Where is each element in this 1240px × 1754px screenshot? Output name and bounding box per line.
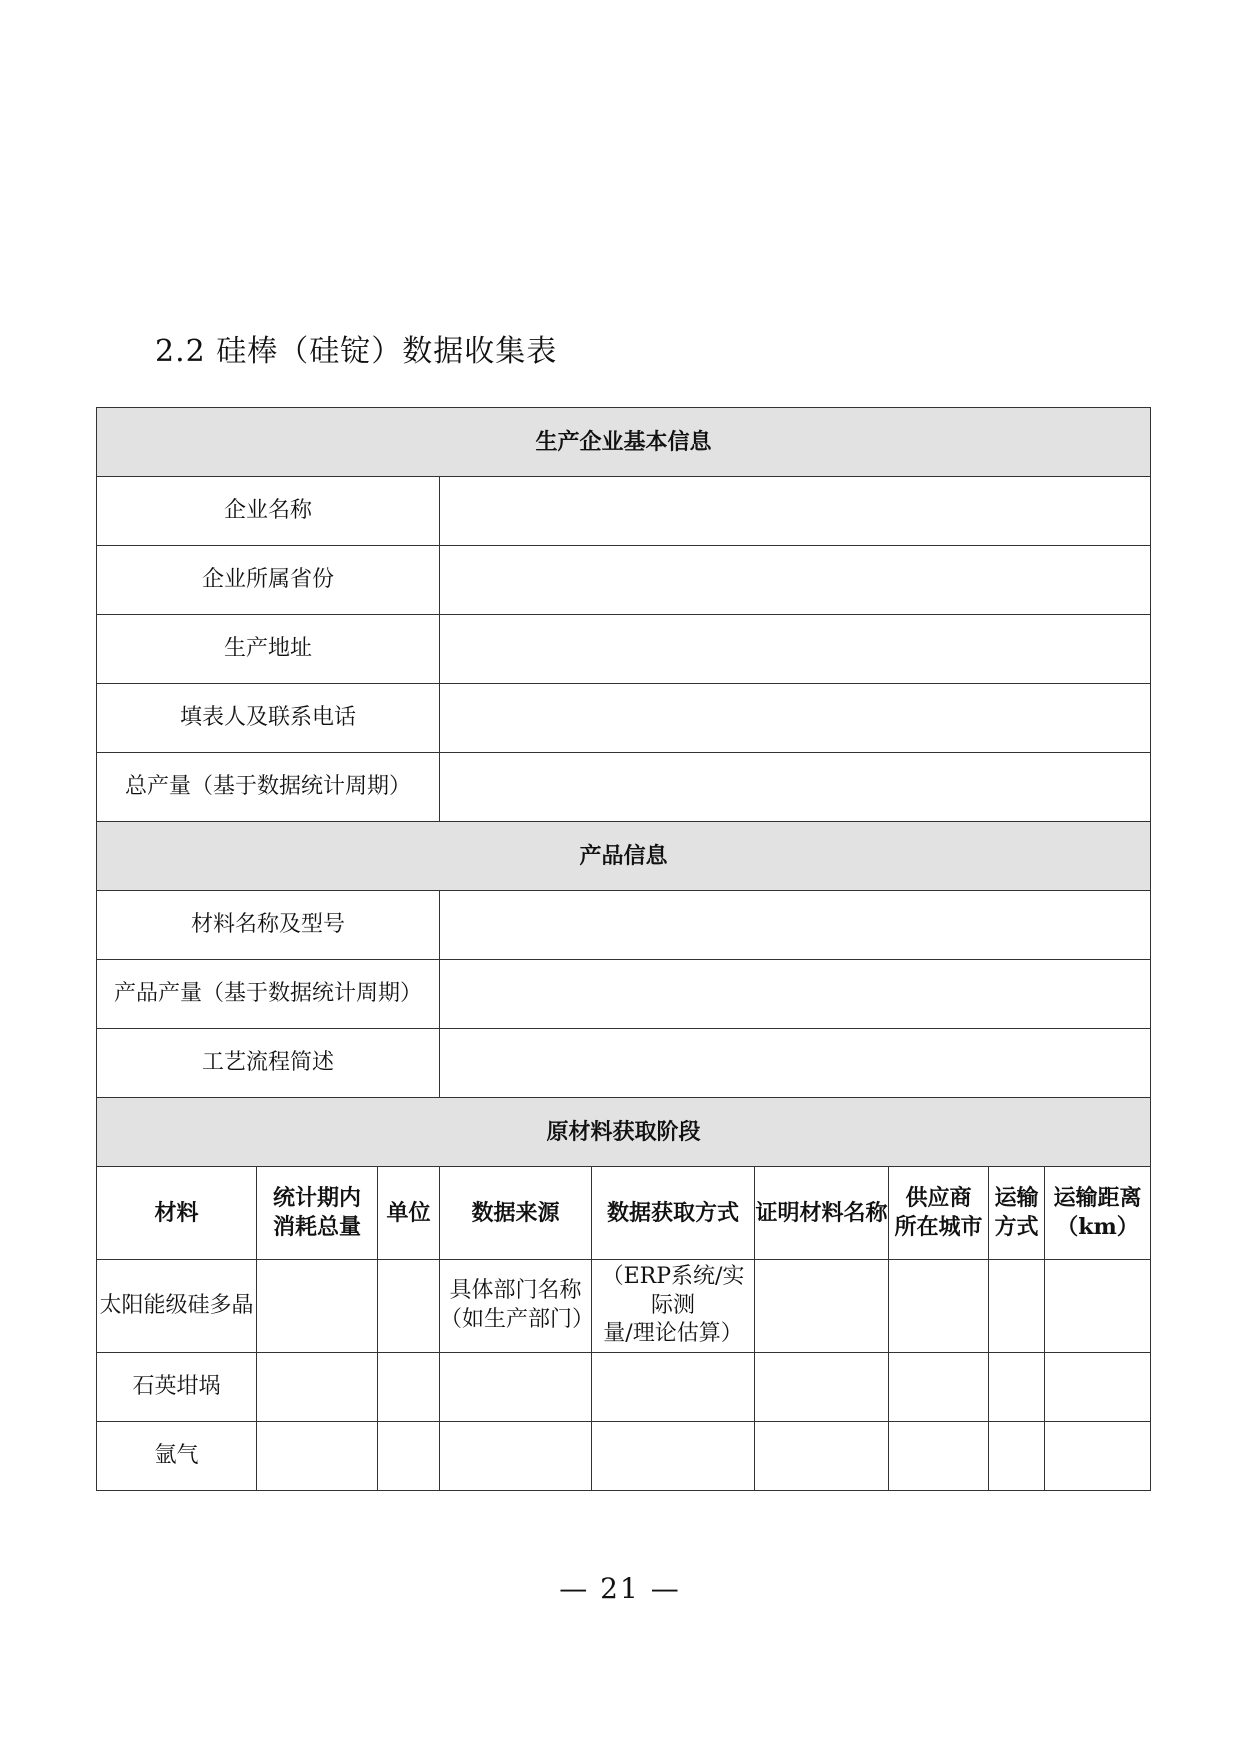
column-header-material: 材料 [97, 1167, 257, 1260]
column-header-proof-document: 证明材料名称 [755, 1167, 889, 1260]
material-name: 氩气 [97, 1422, 257, 1491]
table-cell[interactable] [889, 1353, 989, 1422]
table-cell[interactable] [889, 1422, 989, 1491]
document-title: 2.2 硅棒（硅锭）数据收集表 [155, 334, 558, 369]
section-heading-raw-materials: 原材料获取阶段 [97, 1098, 1151, 1167]
table-cell[interactable] [889, 1260, 989, 1353]
table-cell[interactable] [257, 1260, 378, 1353]
field-value-cell[interactable] [440, 891, 1151, 960]
table-cell[interactable] [592, 1353, 755, 1422]
table-cell[interactable] [989, 1260, 1045, 1353]
table-cell[interactable] [755, 1353, 889, 1422]
section-heading-basic-info: 生产企业基本信息 [97, 408, 1151, 477]
table-cell[interactable] [755, 1422, 889, 1491]
field-value-cell[interactable] [440, 960, 1151, 1029]
field-label: 填表人及联系电话 [97, 684, 440, 753]
table-cell[interactable] [378, 1260, 440, 1353]
table-cell[interactable] [1045, 1260, 1151, 1353]
field-label: 企业名称 [97, 477, 440, 546]
field-label: 企业所属省份 [97, 546, 440, 615]
field-value-cell[interactable] [440, 615, 1151, 684]
table-cell[interactable] [257, 1422, 378, 1491]
table-row [97, 1422, 1151, 1491]
column-header-unit: 单位 [378, 1167, 440, 1260]
table-cell[interactable] [1045, 1422, 1151, 1491]
table-cell[interactable] [592, 1422, 755, 1491]
column-header-supplier-city: 供应商 所在城市 [889, 1167, 989, 1260]
field-label: 工艺流程简述 [97, 1029, 440, 1098]
field-label: 材料名称及型号 [97, 891, 440, 960]
field-label: 产品产量（基于数据统计周期） [97, 960, 440, 1029]
table-cell[interactable] [378, 1422, 440, 1491]
table-cell[interactable] [440, 1422, 592, 1491]
field-label: 总产量（基于数据统计周期） [97, 753, 440, 822]
column-header-transport-distance: 运输距离 （km） [1045, 1167, 1151, 1260]
page-number: — 21 — [559, 1572, 681, 1605]
column-header-transport-mode: 运输 方式 [989, 1167, 1045, 1260]
material-name: 石英坩埚 [97, 1353, 257, 1422]
table-cell[interactable] [440, 1353, 592, 1422]
data-collection-table [96, 407, 1151, 1491]
field-value-cell[interactable] [440, 1029, 1151, 1098]
data-source-hint[interactable]: 具体部门名称 （如生产部门） [440, 1260, 592, 1353]
table-cell[interactable] [989, 1422, 1045, 1491]
section-heading-product-info: 产品信息 [97, 822, 1151, 891]
material-name: 太阳能级硅多晶 [97, 1260, 257, 1353]
field-value-cell[interactable] [440, 684, 1151, 753]
field-label: 生产地址 [97, 615, 440, 684]
table-cell[interactable] [1045, 1353, 1151, 1422]
field-value-cell[interactable] [440, 477, 1151, 546]
table-row [97, 1353, 1151, 1422]
field-value-cell[interactable] [440, 546, 1151, 615]
column-header-data-method: 数据获取方式 [592, 1167, 755, 1260]
table-cell[interactable] [257, 1353, 378, 1422]
data-method-hint[interactable]: （ERP系统/实际测 量/理论估算） [592, 1260, 755, 1353]
table-cell[interactable] [378, 1353, 440, 1422]
table-cell[interactable] [755, 1260, 889, 1353]
table-row [97, 1260, 1151, 1353]
table-cell[interactable] [989, 1353, 1045, 1422]
field-value-cell[interactable] [440, 753, 1151, 822]
column-header-data-source: 数据来源 [440, 1167, 592, 1260]
column-header-consumption: 统计期内 消耗总量 [257, 1167, 378, 1260]
